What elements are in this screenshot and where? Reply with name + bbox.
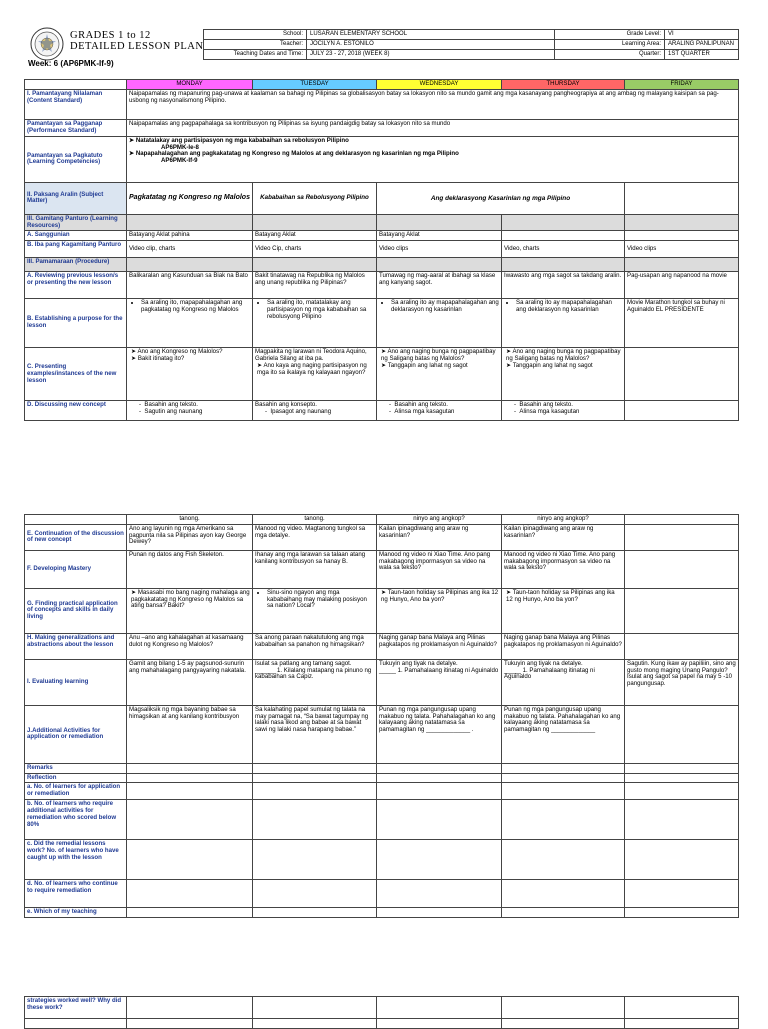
dates-value: JULY 23 - 27, 2018 (WEEK 8) <box>307 50 555 60</box>
step-i-wednesday: Tukuyin ang tiyak na detalye. _____ 1. Pamahalaang itinatag ni Aguinaldo <box>377 659 502 705</box>
step-h-tuesday: Sa anong paraan nakatutulong ang mga kababaihan sa panahon ng himagsikan? <box>253 633 377 659</box>
step-a-wednesday: Tumawag ng mag-aaral at ibahagi sa klase ang kanyang sagot. <box>377 272 502 299</box>
form-title <box>70 30 203 52</box>
quarter-value: 1ST QUARTER <box>665 50 739 60</box>
lesson-plan-table-3 <box>24 996 739 1029</box>
step-i-friday: Sagutin. Kung ikaw ay papiliiin, sino ang gusto mong maging Unang Pangulo? Isulat ang sagot sa papel na may 5 -10 pangungusap. <box>625 659 739 705</box>
reflection-b-label: b. No. of learners who require additional activities for remediation who scored below 80% <box>25 800 127 840</box>
subject-monday: Pagkatatag ng Kongreso ng Malolos <box>127 182 253 214</box>
reflection-label: Reflection <box>25 773 127 783</box>
sanggunian-wednesday: Batayang Aklat <box>377 231 502 241</box>
teacher-value: JOCILYN A. ESTONILO <box>307 40 555 50</box>
step-d-label: D. Discussing new concept <box>25 401 127 421</box>
step-j-monday: Magsaliksik ng mga bayaning babae sa himagsikan at ang kanilang kontribusyon <box>127 705 253 763</box>
step-e-tuesday: Manood ng video. Magtanong tungkol sa mga detalye. <box>253 524 377 550</box>
content-standard-text: Naipapamalas ng mapanuring pag-unawa at kaalaman sa bahagi ng Pilipinas sa globalisasyon batay sa lokasyon nito sa mundo gamit ang mga kasanayang pangheograpiya at ang ambag ng malayang kaisipan sa pag-usbong ng nasyonalismong Pilipino. <box>127 89 739 119</box>
day-header-row <box>25 80 739 90</box>
area-value: ARALING PANLIPUNAN <box>665 40 739 50</box>
continued-thursday: ninyo ang angkop? <box>502 515 625 525</box>
step-g-monday: ➤ Masasabi mo bang naging mahalaga ang pagkakatatag ng Kongreso ng Malolos sa ating bansa? Bakit? <box>127 588 253 633</box>
step-h-monday: Anu –ano ang kahalagahan at kasamaang dulot ng Kongreso ng Malolos? <box>127 633 253 659</box>
reflection-a-label: a. No. of learners for application or remediation <box>25 783 127 800</box>
deped-seal-icon <box>30 27 64 61</box>
step-g-label: G. Finding practical application of concepts and skills in daily living <box>25 588 127 633</box>
step-c-thursday: ➤ Ano ang naging bunga ng pagpapatibay ng Saligang batas ng Malolos? ➤ Tanggapin ang lahat ng sagot <box>502 348 625 401</box>
resources-label: III. Gamitang Panturo (Learning Resources) <box>25 214 127 231</box>
day-monday: MONDAY <box>127 80 253 90</box>
competency-1-code: AP6PMK-Ie-8 <box>161 143 199 151</box>
step-f-tuesday: Ihanay ang mga larawan sa talaan atang kanilang kontribusyon sa hanay B. <box>253 550 377 588</box>
step-d-tuesday: Basahin ang konsepto. - Ipasagot ang naunang <box>253 401 377 421</box>
step-h-wednesday: Naging ganap bana Malaya ang Pilinas pagkatapos ng proklamasyon ni Aguinaldo? <box>377 633 502 659</box>
performance-standard-text: Naipapamalas ang pagpapahalaga sa kontribusyon ng Pilipinas sa isyung pandaigdig batay sa lokasyon nito sa mundo <box>127 119 739 136</box>
iba-friday: Video clips <box>625 241 739 258</box>
title-line-2: DETAILED LESSON PLAN <box>70 41 204 52</box>
area-label: Learning Area: <box>555 40 665 50</box>
step-d-thursday: - Basahin ang teksto. - Alinsa mga kasagutan <box>502 401 625 421</box>
title-line-1: GRADES 1 to 12 <box>70 30 151 41</box>
lesson-plan-table-2 <box>24 514 739 918</box>
iba-tuesday: Video Cip, charts <box>253 241 377 258</box>
step-a-label: A. Reviewing previous lesson/s or presenting the new lesson <box>25 272 127 299</box>
step-e-label: E. Continuation of the discussion of new concept <box>25 524 127 550</box>
sanggunian-tuesday: Batayang Aklat <box>253 231 377 241</box>
continued-monday: tanong. <box>127 515 253 525</box>
performance-standard-label: Pamantayan sa Pagganap (Performance Standard) <box>25 119 127 136</box>
step-j-thursday: Punan ng mga pangungusap upang makabuo ng talata. Pahahalagahan ko ang kalayaang aking natatamasa sa pamamagitan ng _____________ <box>502 705 625 763</box>
school-label: School: <box>204 30 307 40</box>
reflection-c-label: c. Did the remedial lessons work? No. of learners who have caught up with the lesson <box>25 840 127 880</box>
step-j-label: J.Additional Activities for application or remediation <box>25 705 127 763</box>
reflection-d-label: d. No. of learners who continue to require remediation <box>25 880 127 908</box>
step-i-label: I. Evaluating learning <box>25 659 127 705</box>
competencies-cell <box>127 136 739 182</box>
day-thursday: THURSDAY <box>502 80 625 90</box>
sanggunian-monday: Batayang Aklat pahina <box>127 231 253 241</box>
day-wednesday: WEDNESDAY <box>377 80 502 90</box>
grade-label: Grade Level: <box>555 30 665 40</box>
iba-pang-kagamitan-label: B. Iba pang Kagamitang Panturo <box>25 241 127 258</box>
step-d-wednesday: - Basahin ang teksto. - Alinsa mga kasagutan <box>377 401 502 421</box>
competency-1: ➤ Natatalakay ang partisipasyon ng mga kababaihan sa rebolusyon Pilipino <box>129 136 349 144</box>
iba-wednesday: Video clips <box>377 241 502 258</box>
step-e-thursday: Kailan ipinagdiwang ang araw ng kasarinlan? <box>502 524 625 550</box>
step-a-monday: Balikaralan ang Kasunduan sa Biak na Bato <box>127 272 253 299</box>
procedure-label: III. Pamamaraan (Procedure) <box>25 258 127 272</box>
school-value: LUSARAN ELEMENTARY SCHOOL <box>307 30 555 40</box>
step-j-tuesday: Sa kalahating papel sumulat ng talata na may pamagat na, “Sa bawat tagumpay ng lalaki nasa likod ang babae at sa bawat sawi ng lalaki nasa harapang babae.” <box>253 705 377 763</box>
lesson-plan-table-1 <box>24 79 739 421</box>
content-standard-label: I. Pamantayang Nilalaman (Content Standard) <box>25 89 127 119</box>
reflection-e-label: e. Which of my teaching <box>25 908 127 918</box>
step-a-tuesday: Bakit tinatawag na Republika ng Malolos ang unang republika ng Pilipinas? <box>253 272 377 299</box>
step-b-friday: Movie Marathon tungkol sa buhay ni Aguinaldo EL PRESIDENTE <box>625 299 739 348</box>
step-h-thursday: Naging ganap bana Malaya ang Pilinas pagkatapos ng proklamasyon ni Aguinaldo? <box>502 633 625 659</box>
step-i-monday: Gamit ang bilang 1-5 ay pagsunod-sunurin ang mahahalagang pangyayaring nakatala. <box>127 659 253 705</box>
header-info-table <box>203 29 739 60</box>
step-b-tuesday: • Sa araling ito, matatalakay ang partisipasyon ng mga kababaihan sa rebolusyong Pilipino <box>253 299 377 348</box>
subject-wed-thu: Ang deklarasyong Kasarinlan ng mga Pilipino <box>377 182 625 214</box>
teacher-label: Teacher: <box>204 40 307 50</box>
competency-2: ➤ Napapahalagahan ang pagkakatatag ng Kongreso ng Malolos at ang deklarasyon ng kasarinlan ng mga Pilipino <box>129 150 459 158</box>
step-f-monday: Punan ng datos ang Fish Skeleton. <box>127 550 253 588</box>
step-c-tuesday: Magpakita ng larawan ni Teodora Aquino, Gabriela Silang at iba pa. ➤ Ano kaya ang naging partisipasyon ng mga ito sa ikalaya ng kalayaan ngayon? <box>253 348 377 401</box>
day-tuesday: TUESDAY <box>253 80 377 90</box>
week-label: Week: 6 (AP6PMK-If-9) <box>28 59 114 68</box>
competencies-label: Pamantayan sa Pagkatuto (Learning Competencies) <box>25 136 127 182</box>
subject-tuesday: Kababaihan sa Rebolusyong Pilipino <box>253 182 377 214</box>
step-e-wednesday: Kailan ipinagdiwang ang araw ng kasarinlan? <box>377 524 502 550</box>
step-a-thursday: Iwawasto ang mga sagot sa takdang aralin. <box>502 272 625 299</box>
step-g-wednesday: ➤ Taun-taon holiday sa Pilipinas ang ika 12 ng Hunyo, Ano ba yon? <box>377 588 502 633</box>
step-g-tuesday: • Sinu-sino ngayon ang mga kababaihang may malaking posisyon sa nation? Local? <box>253 588 377 633</box>
step-f-thursday: Manood ng video ni Xiao Time. Ano pang makabagong impormasyon sa video na wala sa teksto? <box>502 550 625 588</box>
step-c-label: C. Presenting examples/instances of the new lesson <box>25 348 127 401</box>
reflection-e-continued: strategies worked well? Why did these work? <box>25 997 127 1019</box>
step-g-thursday: ➤ Taun-taon holiday sa Pilipinas ang ika 12 ng Hunyo, Ano ba yon? <box>502 588 625 633</box>
step-b-label: B. Establishing a purpose for the lesson <box>25 299 127 348</box>
step-f-label: F. Developing Mastery <box>25 550 127 588</box>
step-d-monday: - Basahin ang teksto. - Sagutin ang naunang <box>127 401 253 421</box>
day-friday: FRIDAY <box>625 80 739 90</box>
step-b-wednesday: • Sa araling ito ay mapapahalagahan ang deklarasyon ng kasarinlan <box>377 299 502 348</box>
quarter-label: Quarter: <box>555 50 665 60</box>
competency-2-code: AP6PMK-If-9 <box>161 157 198 165</box>
dates-label: Teaching Dates and Time: <box>204 50 307 60</box>
step-i-thursday: Tukuyin ang tiyak na detalye. _____ 1. Pamahalaang itinatag ni Aguinaldo <box>502 659 625 705</box>
continued-tuesday: tanong. <box>253 515 377 525</box>
step-f-wednesday: Manood ng video ni Xiao Time. Ano pang makabagong impormasyon sa video na wala sa teksto? <box>377 550 502 588</box>
iba-thursday: Video, charts <box>502 241 625 258</box>
step-e-monday: Ano ang layunin ng mga Amerikano sa pagpunta nila sa Pilipinas ayon kay George Dewey? <box>127 524 253 550</box>
sanggunian-label: A. Sanggunian <box>25 231 127 241</box>
step-b-monday: • Sa araling ito, mapapahalagahan ang pagkatatag ng Kongreso ng Malolos <box>127 299 253 348</box>
step-a-friday: Pag-usapan ang napanood na movie <box>625 272 739 299</box>
step-j-wednesday: Punan ng mga pangungusap upang makabuo ng talata. Pahahalagahan ko ang kalayaang aking natatamasa sa pamamagitan ng _____________ . <box>377 705 502 763</box>
subject-matter-label: II. Paksang Aralin (Subject Matter) <box>25 182 127 214</box>
iba-monday: Video clip, charts <box>127 241 253 258</box>
step-c-monday: ➤ Ano ang Kongreso ng Malolos? ➤ Bakit itinatag ito? <box>127 348 253 401</box>
continued-wednesday: ninyo ang angkop? <box>377 515 502 525</box>
step-i-tuesday: Isulat sa patlang ang tamang sagot. ______ 1. Kilalang matapang na pinuno ng kababaihan sa Capiz. <box>253 659 377 705</box>
step-c-wednesday: ➤ Ano ang naging bunga ng pagpapatibay ng Saligang batas ng Malolos? ➤ Tanggapin ang lahat ng sagot <box>377 348 502 401</box>
remarks-label: Remarks <box>25 763 127 773</box>
step-h-label: H. Making generalizations and abstractions about the lesson <box>25 633 127 659</box>
step-b-thursday: • Sa araling ito ay mapapahalagahan ang deklarasyon ng kasarinlan <box>502 299 625 348</box>
grade-value: VI <box>665 30 739 40</box>
